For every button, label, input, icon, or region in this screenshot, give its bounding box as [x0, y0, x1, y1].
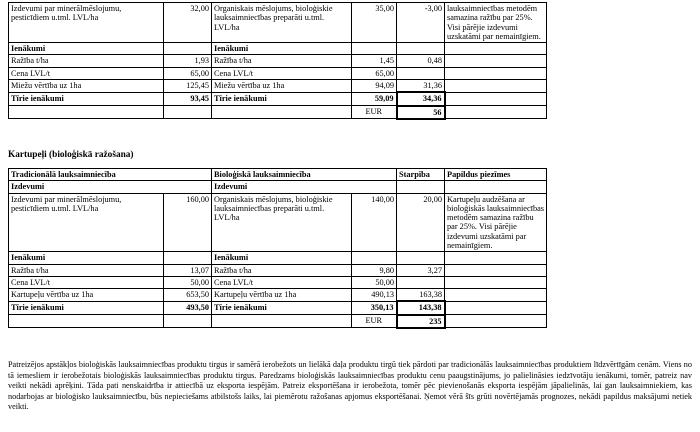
currency-spacer-1	[9, 315, 164, 328]
income-header-organic-value	[352, 43, 397, 55]
row-value-organic: 1,45	[352, 55, 397, 67]
notes-spacer	[445, 264, 547, 276]
notes-spacer	[445, 92, 547, 105]
expense-label-traditional: Izdevumi par minerālmēslojumu, pesticīdiem u.tml. LVL/ha	[9, 3, 164, 43]
currency-spacer-2	[164, 315, 212, 328]
expense-header-difference	[397, 181, 445, 193]
total-value-traditional: 493,50	[164, 301, 212, 314]
row-label-organic: Cena LVL/t	[212, 67, 352, 79]
row-difference: 163,38	[397, 289, 445, 302]
row-label-traditional: Cena LVL/t	[9, 276, 164, 288]
row-value-traditional: 50,00	[164, 276, 212, 288]
table-row	[9, 79, 547, 92]
income-header-traditional: Ienākumi	[9, 252, 164, 264]
notes-spacer	[445, 79, 547, 92]
currency-value: 235	[397, 315, 445, 328]
additional-notes: lauksaimniecības metodēm samazina ražību par 25%. Visi pārējie izdevumi uzskatāmi par nemainīgiem.	[445, 3, 547, 43]
closing-paragraph: Patreizējos apstākļos bioloģiskās lauksaimniecības produktu tirgus ir samērā ierobežots un lielākā daļa produktu tirgū tiek pārdoti par tradicionālās lauksaimniecības produktiem līdzvērtīgām cenām. Viens no tā iemesliem ir ierobežotais bioloģiskās lauksaimniecības produktu tirgus. Paredzams bioloģiskās lauksaimniecības produktu cenu paaugstinājums, jo palielināsies iedzīvotāju ienākumi, tomēr, patreiz nav veikti nekādi aprēķini. Tāda pati nenskaidrība ir attiecībā uz eksporta iespējām. Patreiz eksportēšana ir ierobežota, tomēr pēc pievienošanās eksporta iespējām jāpalielinās, lai gan lauksaimniekiem, kas nodarbojas ar bioloģisko lauksaimniecību, būs nepieciešams atbilstošs laiks, lai piemērotu ražošanas apjomus eksportēšanai. Ņemot vērā šīs grūti novērtējamās prognozes, nekādi papildus maksājumi netiek veikti.	[8, 360, 692, 412]
income-header-organic-value	[352, 252, 397, 264]
total-value-organic: 59,09	[352, 92, 397, 105]
row-label-organic: Cena LVL/t	[212, 276, 352, 288]
notes-spacer	[445, 43, 547, 55]
expense-value-organic: 35,00	[352, 3, 397, 43]
table-row	[9, 276, 547, 288]
notes-spacer	[445, 67, 547, 79]
total-label-organic: Tīrie ienākumi	[212, 92, 352, 105]
table-row-currency	[9, 315, 547, 328]
row-value-organic: 9,80	[352, 264, 397, 276]
currency-spacer-2	[164, 106, 212, 119]
total-value-organic: 350,13	[352, 301, 397, 314]
table-row	[9, 193, 547, 252]
currency-label: EUR	[352, 315, 397, 328]
header-notes: Papildus piezīmes	[445, 169, 547, 181]
total-label-organic: Tīrie ienākumi	[212, 301, 352, 314]
row-difference: 31,36	[397, 79, 445, 92]
row-difference: 3,27	[397, 264, 445, 276]
notes-spacer	[445, 106, 547, 119]
table-row-total	[9, 92, 547, 105]
expense-label-traditional: Izdevumi par minerālmēslojumu, pesticīdiem u.tml. LVL/ha	[9, 193, 164, 252]
income-header-organic: Ienākumi	[212, 43, 352, 55]
income-header-traditional: Ienākumi	[9, 43, 164, 55]
notes-spacer	[445, 301, 547, 314]
notes-spacer	[445, 252, 547, 264]
expense-header-traditional: Izdevumi	[9, 181, 212, 193]
row-label-traditional: Kartupeļu vērtība uz 1ha	[9, 289, 164, 302]
currency-spacer-3	[212, 106, 352, 119]
expense-difference: -3,00	[397, 3, 445, 43]
table-row	[9, 264, 547, 276]
notes-cell-top	[445, 181, 547, 193]
notes-spacer	[445, 55, 547, 67]
row-value-organic: 65,00	[352, 67, 397, 79]
row-value-traditional: 125,45	[164, 79, 212, 92]
income-header-organic: Ienākumi	[212, 252, 352, 264]
table-row	[9, 181, 547, 193]
expense-header-organic: Izdevumi	[212, 181, 397, 193]
row-difference	[397, 276, 445, 288]
currency-spacer-3	[212, 315, 352, 328]
barley-comparison-table	[8, 2, 547, 120]
header-organic: Bioloģiskā lauksaimniecība	[212, 169, 397, 181]
table-row-total	[9, 301, 547, 314]
row-value-traditional: 13,07	[164, 264, 212, 276]
potato-section-heading: Kartupeļi (bioloģiskā ražošana)	[8, 150, 134, 160]
table-row	[9, 55, 547, 67]
row-label-traditional: Cena LVL/t	[9, 67, 164, 79]
income-header-difference	[397, 252, 445, 264]
header-difference: Starpība	[397, 169, 445, 181]
total-value-traditional: 93,45	[164, 92, 212, 105]
total-label-traditional: Tīrie ienākumi	[9, 301, 164, 314]
row-label-traditional: Miežu vērtība uz 1ha	[9, 79, 164, 92]
notes-spacer	[445, 315, 547, 328]
notes-spacer	[445, 276, 547, 288]
row-label-organic: Ražība t/ha	[212, 264, 352, 276]
row-label-traditional: Ražība t/ha	[9, 55, 164, 67]
currency-label: EUR	[352, 106, 397, 119]
total-label-traditional: Tīrie ienākumi	[9, 92, 164, 105]
table-row	[9, 3, 547, 43]
row-value-organic: 50,00	[352, 276, 397, 288]
row-value-traditional: 653,50	[164, 289, 212, 302]
row-label-traditional: Ražība t/ha	[9, 264, 164, 276]
row-label-organic: Miežu vērtība uz 1ha	[212, 79, 352, 92]
table-header-row	[9, 169, 547, 181]
currency-value: 56	[397, 106, 445, 119]
expense-value-organic: 140,00	[352, 193, 397, 252]
currency-spacer-1	[9, 106, 164, 119]
expense-label-organic: Organiskais mēslojums, bioloģiskie lauksaimniecības preparāti u.tml. LVL/ha	[212, 193, 352, 252]
row-value-organic: 490,13	[352, 289, 397, 302]
additional-notes: Kartupeļu audzēšana ar bioloģiskās lauksaimniecības metodēm samazina ražību par 25%. Visi pārējie izdevumi uzskatāmi par nemainīgiem.	[445, 193, 547, 252]
row-difference: 0,48	[397, 55, 445, 67]
total-difference: 34,36	[397, 92, 445, 105]
total-difference: 143,38	[397, 301, 445, 314]
expense-difference: 20,00	[397, 193, 445, 252]
row-label-organic: Ražība t/ha	[212, 55, 352, 67]
income-header-difference	[397, 43, 445, 55]
notes-spacer	[445, 289, 547, 302]
income-header-traditional-value	[164, 252, 212, 264]
income-header-traditional-value	[164, 43, 212, 55]
header-traditional: Tradicionālā lauksaimniecība	[9, 169, 212, 181]
expense-label-organic: Organiskais mēslojums, bioloģiskie lauksaimniecības preparāti u.tml. LVL/ha	[212, 3, 352, 43]
row-value-traditional: 65,00	[164, 67, 212, 79]
row-label-organic: Kartupeļu vērtība uz 1ha	[212, 289, 352, 302]
table-row	[9, 43, 547, 55]
table-row	[9, 289, 547, 302]
expense-value-traditional: 160,00	[164, 193, 212, 252]
row-value-traditional: 1,93	[164, 55, 212, 67]
table-row-currency	[9, 106, 547, 119]
expense-value-traditional: 32,00	[164, 3, 212, 43]
row-value-organic: 94,09	[352, 79, 397, 92]
row-difference	[397, 67, 445, 79]
table-row	[9, 252, 547, 264]
potato-comparison-table	[8, 168, 547, 329]
table-row	[9, 67, 547, 79]
